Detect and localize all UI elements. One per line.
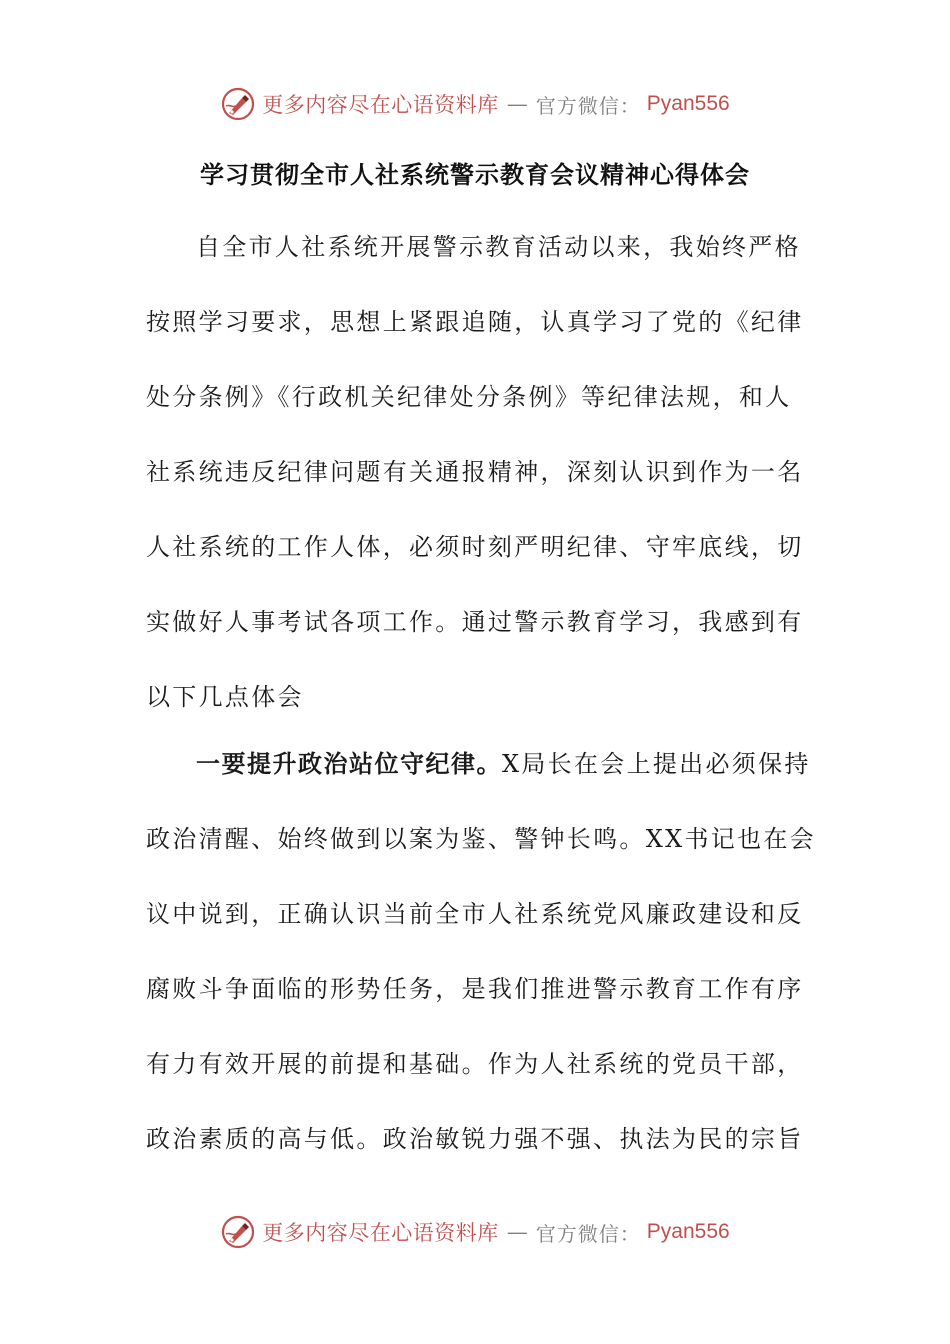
- pen-nib-logo-icon: [220, 86, 256, 122]
- paragraph-line: 政治素质的高与低。政治敏锐力强不强、执法为民的宗旨: [146, 1125, 804, 1153]
- paragraph-line: 处分条例》《行政机关纪律处分条例》等纪律法规，和人: [146, 383, 792, 411]
- paragraph-line: 议中说到，正确认识当前全市人社系统党风廉政建设和反: [146, 900, 804, 928]
- paragraph-line: 以下几点体会: [146, 683, 304, 711]
- paragraph-line: 腐败斗争面临的形势任务，是我们推进警示教育工作有序: [146, 975, 804, 1003]
- section-line-rest: X局长在会上提出必须保持: [502, 750, 811, 778]
- banner-dash: —: [506, 92, 528, 116]
- paragraph-line: 社系统违反纪律问题有关通报精神，深刻认识到作为一名: [146, 458, 804, 486]
- paragraph-line: 实做好人事考试各项工作。通过警示教育学习，我感到有: [146, 608, 804, 636]
- section-heading: 一要提升政治站位守纪律。: [196, 749, 502, 778]
- document-title: 学习贯彻全市人社系统警示教育会议精神心得体会: [200, 160, 750, 189]
- paragraph-line: 按照学习要求，思想上紧跟追随，认真学习了党的《纪律: [146, 308, 804, 336]
- banner-brand-text: 更多内容尽在心语资料库: [262, 93, 499, 117]
- banner-wechat-id: Pyan556: [646, 1220, 730, 1243]
- paragraph-line: 政治清醒、始终做到以案为鉴、警钟长鸣。XX书记也在会: [146, 825, 816, 853]
- header-banner: [0, 82, 950, 126]
- footer-banner: [0, 1210, 950, 1254]
- banner-dash: —: [506, 1220, 528, 1244]
- paragraph-line: 有力有效开展的前提和基础。作为人社系统的党员干部，: [146, 1050, 804, 1078]
- banner-wechat-id: Pyan556: [646, 92, 730, 115]
- banner-official-label: 官方微信：: [535, 93, 641, 118]
- paragraph-line: 人社系统的工作人体，必须时刻严明纪律、守牢底线，切: [146, 533, 804, 561]
- pen-nib-logo-icon: [220, 1214, 256, 1250]
- section-first-line: [196, 744, 856, 779]
- paragraph-line: 自全市人社系统开展警示教育活动以来，我始终严格: [196, 233, 801, 261]
- banner-brand-text: 更多内容尽在心语资料库: [262, 1221, 499, 1245]
- banner-official-label: 官方微信：: [535, 1221, 641, 1246]
